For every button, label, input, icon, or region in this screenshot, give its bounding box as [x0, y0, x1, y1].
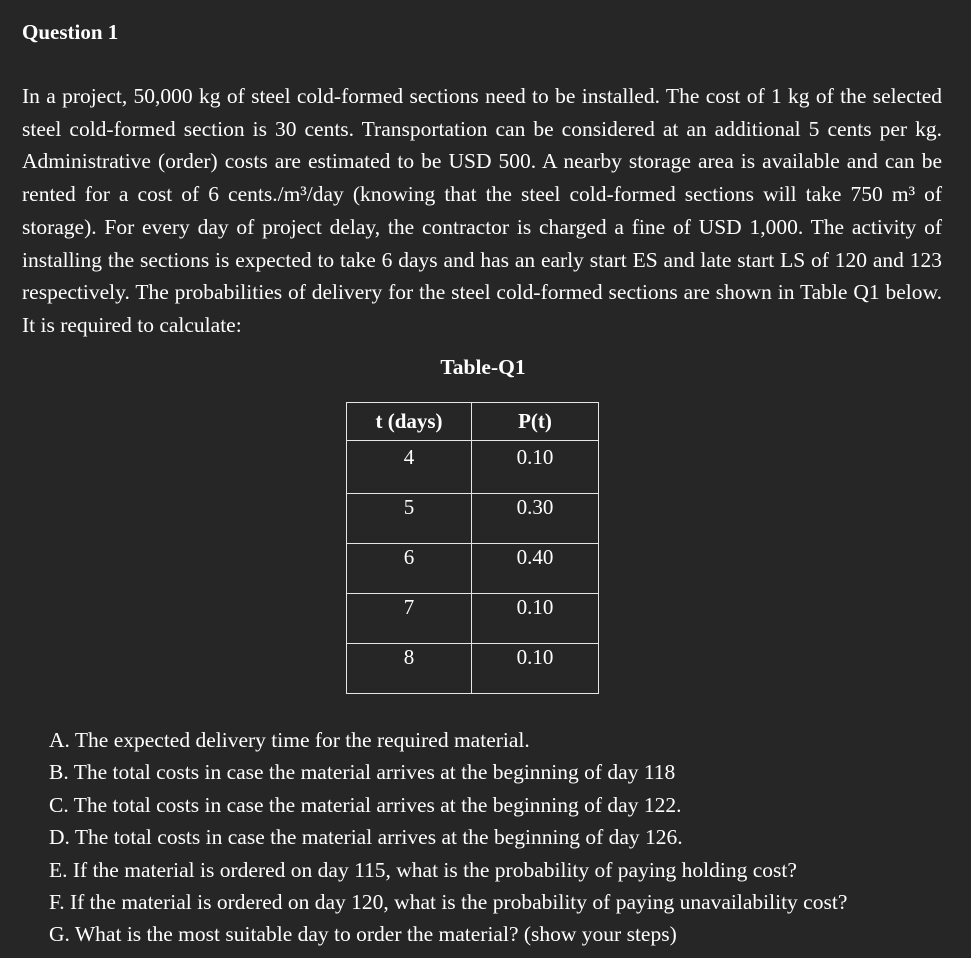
sub-question-f: F. If the material is ordered on day 120, what is the probability of paying unavailability cost? [49, 890, 848, 915]
cell-days: 4 [347, 441, 472, 494]
table-header-row [347, 403, 599, 441]
problem-statement: In a project, 50,000 kg of steel cold-formed sections need to be installed. The cost of 1 kg of the selected steel cold-formed section is 30 cents. Transportation can be considered at an additional 5 cents per kg. Administrative (order) costs are estimated to be USD 500. A nearby storage area is available and can be rented for a cost of 6 cents./m³/day (knowing that the steel cold-formed sections will take 750 m³ of storage). For every day of project delay, the contractor is charged a fine of USD 1,000. The activity of installing the sections is expected to take 6 days and has an early start ES and late start LS of 120 and 123 respectively. The probabilities of delivery for the steel cold-formed sections are shown in Table Q1 below. It is required to calculate: [22, 84, 942, 337]
sub-questions-list [49, 724, 847, 951]
cell-probability: 0.30 [472, 494, 599, 544]
cell-days: 8 [347, 644, 472, 694]
cell-days: 7 [347, 594, 472, 644]
sub-question-d: D. The total costs in case the material arrives at the beginning of day 126. [49, 825, 683, 850]
sub-question-g: G. What is the most suitable day to order the material? (show your steps) [49, 922, 677, 947]
column-header-days: t (days) [347, 403, 472, 441]
cell-days: 6 [347, 544, 472, 594]
table-row [347, 544, 599, 594]
sub-question-a: A. The expected delivery time for the required material. [49, 728, 530, 752]
cell-probability: 0.10 [472, 441, 599, 494]
table-row [347, 644, 599, 694]
sub-question-b: B. The total costs in case the material arrives at the beginning of day 118 [49, 760, 676, 785]
cell-probability: 0.10 [472, 594, 599, 644]
table-row [347, 594, 599, 644]
cell-probability: 0.10 [472, 644, 599, 694]
column-header-probability: P(t) [472, 403, 599, 441]
cell-days: 5 [347, 494, 472, 544]
sub-question-c: C. The total costs in case the material arrives at the beginning of day 122. [49, 792, 682, 817]
table-row [347, 441, 599, 494]
table-row [347, 494, 599, 544]
sub-question-e: E. If the material is ordered on day 115, what is the probability of paying holding cost? [49, 857, 797, 882]
question-heading: Question 1 [22, 20, 119, 44]
table-caption: Table-Q1 [440, 355, 526, 379]
cell-probability: 0.40 [472, 544, 599, 594]
delivery-probability-table [346, 402, 599, 694]
